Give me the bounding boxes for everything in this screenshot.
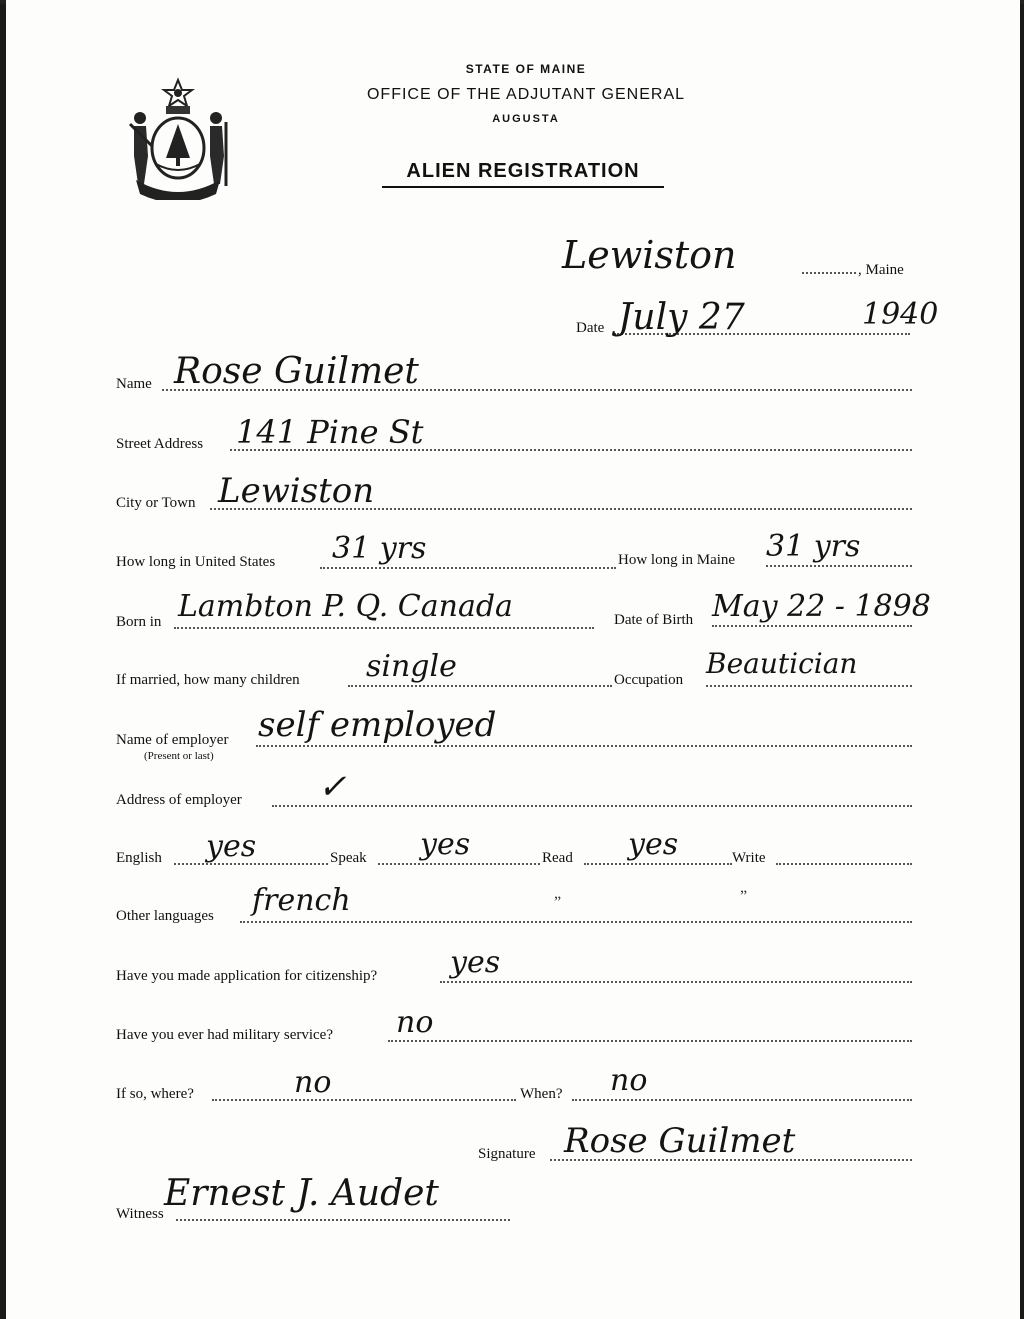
employer-line xyxy=(256,745,912,747)
employer-sublabel: (Present or last) xyxy=(144,750,214,762)
maine-label: , Maine xyxy=(858,262,904,278)
when-line xyxy=(572,1099,912,1101)
employer-address-entry: ✓ xyxy=(318,767,347,807)
military-entry: no xyxy=(396,1005,434,1040)
children-line xyxy=(348,685,612,687)
employer-label: Name of employer xyxy=(116,732,229,748)
form-title: ALIEN REGISTRATION xyxy=(382,160,664,188)
signature-entry: Rose Guilmet xyxy=(564,1121,796,1161)
citizenship-label: Have you made application for citizenship? xyxy=(116,968,378,984)
other-languages-entry: french xyxy=(252,883,351,918)
name-entry: Rose Guilmet xyxy=(174,351,419,392)
seal-banner-text: MAINE xyxy=(162,182,196,192)
occupation-entry: Beautician xyxy=(706,647,858,680)
speak-label: Speak xyxy=(330,850,367,866)
citizenship-entry: yes xyxy=(450,945,501,980)
place-line xyxy=(802,272,856,274)
other-languages-line xyxy=(240,921,912,923)
speak-line xyxy=(378,863,540,865)
born-in-label: Born in xyxy=(116,614,162,630)
how-long-maine-entry: 31 yrs xyxy=(766,529,861,564)
date-of-birth-line xyxy=(712,625,912,627)
how-long-us-line xyxy=(320,567,616,569)
employer-entry: self employed xyxy=(258,705,497,745)
english-entry: yes xyxy=(206,829,257,864)
how-long-us-label: How long in United States xyxy=(116,554,276,570)
date-entry: July 27 xyxy=(618,297,745,338)
born-in-line xyxy=(174,627,594,629)
city-town-entry: Lewiston xyxy=(218,471,375,511)
ditto-mark: ” xyxy=(740,888,748,905)
place-entry: Lewiston xyxy=(562,233,737,277)
how-long-maine-line xyxy=(766,565,912,567)
read-line xyxy=(584,863,732,865)
children-label: If married, how many children xyxy=(116,672,300,688)
occupation-label: Occupation xyxy=(614,672,684,688)
military-line xyxy=(388,1040,912,1042)
signature-label: Signature xyxy=(478,1146,536,1162)
occupation-line xyxy=(706,685,912,687)
name-label: Name xyxy=(116,376,152,392)
registration-form-page xyxy=(6,0,1020,1319)
employer-address-label: Address of employer xyxy=(116,792,242,808)
street-address-label: Street Address xyxy=(116,436,204,452)
born-in-entry: Lambton P. Q. Canada xyxy=(178,589,513,624)
read-label: Read xyxy=(542,850,573,866)
when-entry: no xyxy=(610,1063,648,1098)
citizenship-line xyxy=(440,981,912,983)
military-label: Have you ever had military service? xyxy=(116,1027,333,1043)
date-label: Date xyxy=(576,320,605,336)
employer-address-line xyxy=(272,805,912,807)
date-of-birth-label: Date of Birth xyxy=(614,612,694,628)
read-entry: yes xyxy=(628,827,679,862)
date-year-entry: 1940 xyxy=(862,297,939,332)
office-heading: OFFICE OF THE ADJUTANT GENERAL xyxy=(366,86,686,103)
date-of-birth-entry: May 22 - 1898 xyxy=(712,589,931,624)
street-address-entry: 141 Pine St xyxy=(236,413,424,451)
where-label: If so, where? xyxy=(116,1086,194,1102)
how-long-maine-label: How long in Maine xyxy=(618,552,736,568)
when-label: When? xyxy=(520,1086,563,1102)
city-town-label: City or Town xyxy=(116,495,196,511)
how-long-us-entry: 31 yrs xyxy=(332,531,427,566)
state-heading: STATE OF MAINE xyxy=(465,62,587,76)
speak-entry: yes xyxy=(420,827,471,862)
where-line xyxy=(212,1099,516,1101)
ditto-mark: ” xyxy=(554,894,562,911)
children-entry: single xyxy=(366,649,457,684)
witness-line xyxy=(176,1219,510,1221)
english-label: English xyxy=(116,850,162,866)
write-line xyxy=(776,863,912,865)
where-entry: no xyxy=(294,1065,332,1100)
witness-signature-entry: Ernest J. Audet xyxy=(164,1173,439,1214)
city-heading: AUGUSTA xyxy=(492,113,560,125)
witness-label: Witness xyxy=(116,1206,164,1222)
other-languages-label: Other languages xyxy=(116,908,214,924)
write-label: Write xyxy=(732,850,766,866)
